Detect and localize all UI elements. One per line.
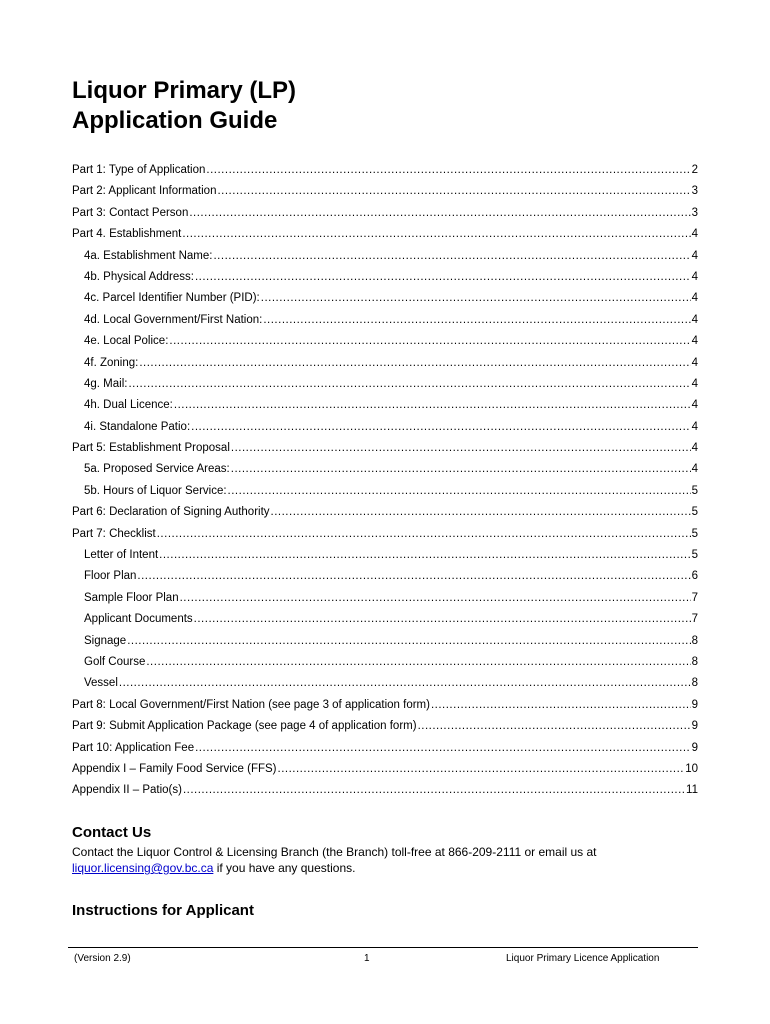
- toc-entry-page: 4: [691, 420, 698, 433]
- toc-entry-label: Vessel: [84, 677, 118, 690]
- toc-entry[interactable]: [72, 652, 698, 673]
- toc-entry[interactable]: [72, 417, 698, 438]
- toc-entry-page: 4: [691, 442, 698, 455]
- toc-leader-dots: [128, 374, 690, 395]
- toc-entry-label: Part 5: Establishment Proposal: [72, 442, 230, 455]
- toc-entry-page: 9: [691, 698, 698, 711]
- toc-leader-dots: [263, 310, 690, 331]
- toc-entry[interactable]: [72, 673, 698, 694]
- toc-entry[interactable]: [72, 288, 698, 309]
- toc-entry-page: 4: [691, 292, 698, 305]
- toc-entry-page: 5: [691, 506, 698, 519]
- toc-entry-page: 10: [685, 762, 698, 775]
- toc-leader-dots: [194, 609, 691, 630]
- toc-leader-dots: [195, 738, 690, 759]
- toc-entry-page: 4: [691, 313, 698, 326]
- toc-entry[interactable]: [72, 267, 698, 288]
- toc-entry-page: 4: [691, 228, 698, 241]
- toc-leader-dots: [174, 395, 691, 416]
- toc-entry[interactable]: [72, 181, 698, 202]
- toc-leader-dots: [217, 181, 690, 202]
- toc-entry-page: 8: [691, 655, 698, 668]
- toc-entry-page: 2: [691, 164, 698, 176]
- toc-leader-dots: [169, 331, 690, 352]
- toc-entry-label: Floor Plan: [84, 570, 137, 583]
- toc-leader-dots: [159, 545, 690, 566]
- toc-entry-label: 4g. Mail:: [84, 377, 128, 390]
- toc-leader-dots: [418, 716, 691, 737]
- toc-entry[interactable]: [72, 588, 698, 609]
- toc-entry-page: 7: [691, 591, 698, 604]
- toc-leader-dots: [137, 566, 690, 587]
- toc-leader-dots: [183, 780, 685, 801]
- toc-entry-label: Part 9: Submit Application Package (see page 4 of application form): [72, 720, 417, 733]
- toc-leader-dots: [271, 502, 691, 523]
- toc-entry[interactable]: [72, 780, 698, 801]
- toc-leader-dots: [157, 524, 691, 545]
- toc-entry-page: 5: [691, 484, 698, 497]
- footer-page-number: 1: [364, 953, 370, 964]
- contact-text-before: Contact the Liquor Control & Licensing Branch (the Branch) toll-free at 866-209-2111 or email us at: [72, 845, 597, 859]
- toc-leader-dots: [180, 588, 691, 609]
- toc-entry[interactable]: [72, 695, 698, 716]
- contact-heading: Contact Us: [72, 824, 152, 841]
- toc-entry-label: Signage: [84, 634, 127, 647]
- toc-leader-dots: [195, 267, 691, 288]
- toc-entry-page: 3: [691, 185, 698, 198]
- toc-leader-dots: [228, 481, 691, 502]
- toc-entry-label: 5b. Hours of Liquor Service:: [84, 484, 227, 497]
- toc-entry[interactable]: [72, 609, 698, 630]
- toc-entry-label: Part 7: Checklist: [72, 527, 156, 540]
- toc-entry[interactable]: [72, 524, 698, 545]
- toc-entry-label: Part 10: Application Fee: [72, 741, 195, 754]
- toc-entry-page: 4: [691, 399, 698, 412]
- footer-divider: [68, 947, 698, 948]
- title-line-1: Liquor Primary (LP): [72, 77, 297, 104]
- toc-entry-page: 4: [691, 270, 698, 283]
- toc-entry[interactable]: [72, 716, 698, 737]
- toc-entry-label: 4h. Dual Licence:: [84, 399, 173, 412]
- toc-entry-label: Part 8: Local Government/First Nation (see page 3 of application form): [72, 698, 430, 711]
- title-line-2: Application Guide: [72, 107, 278, 134]
- toc-entry[interactable]: [72, 310, 698, 331]
- toc-entry[interactable]: [72, 631, 698, 652]
- toc-leader-dots: [189, 203, 690, 224]
- toc-entry-label: 4a. Establishment Name:: [84, 249, 213, 262]
- toc-entry-label: 5a. Proposed Service Areas:: [84, 463, 230, 476]
- toc-entry-page: 9: [691, 741, 698, 754]
- toc-entry-label: Part 1: Type of Application: [72, 164, 206, 176]
- toc-entry[interactable]: [72, 353, 698, 374]
- instructions-heading: Instructions for Applicant: [72, 902, 254, 919]
- document-title: [72, 76, 296, 136]
- toc-entry-label: Appendix I – Family Food Service (FFS): [72, 762, 277, 775]
- table-of-contents: [72, 160, 698, 802]
- toc-leader-dots: [146, 652, 690, 673]
- footer-version: (Version 2.9): [74, 953, 131, 964]
- toc-leader-dots: [231, 438, 691, 459]
- toc-entry-page: 8: [691, 634, 698, 647]
- toc-entry-page: 7: [691, 613, 698, 626]
- toc-entry[interactable]: [72, 331, 698, 352]
- toc-leader-dots: [119, 673, 691, 694]
- toc-leader-dots: [206, 160, 690, 181]
- toc-leader-dots: [213, 246, 690, 267]
- toc-entry[interactable]: [72, 502, 698, 523]
- toc-entry-page: 9: [691, 720, 698, 733]
- toc-entry[interactable]: [72, 374, 698, 395]
- toc-entry[interactable]: [72, 481, 698, 502]
- toc-entry-label: 4e. Local Police:: [84, 335, 169, 348]
- toc-entry-label: Part 2: Applicant Information: [72, 185, 217, 198]
- toc-entry-page: 5: [691, 527, 698, 540]
- toc-entry-label: Letter of Intent: [84, 549, 159, 562]
- email-link[interactable]: liquor.licensing@gov.bc.ca: [72, 861, 214, 875]
- toc-entry-label: Appendix II – Patio(s): [72, 784, 182, 797]
- toc-entry-page: 5: [691, 549, 698, 562]
- toc-entry-page: 3: [691, 206, 698, 219]
- toc-entry-page: 6: [691, 570, 698, 583]
- toc-entry[interactable]: [72, 545, 698, 566]
- toc-entry[interactable]: [72, 738, 698, 759]
- toc-entry-label: Part 3: Contact Person: [72, 206, 189, 219]
- toc-leader-dots: [278, 759, 685, 780]
- toc-leader-dots: [261, 288, 691, 309]
- toc-entry[interactable]: [72, 566, 698, 587]
- toc-entry-page: 4: [691, 463, 698, 476]
- contact-text-after: if you have any questions.: [213, 861, 356, 875]
- toc-entry[interactable]: [72, 246, 698, 267]
- toc-entry-label: Part 4. Establishment: [72, 228, 182, 241]
- toc-entry-page: 8: [691, 677, 698, 690]
- toc-entry[interactable]: [72, 224, 698, 245]
- toc-entry-label: 4b. Physical Address:: [84, 270, 194, 283]
- toc-entry-label: Golf Course: [84, 655, 146, 668]
- toc-entry[interactable]: [72, 395, 698, 416]
- contact-paragraph: [72, 844, 712, 876]
- toc-leader-dots: [431, 695, 691, 716]
- toc-leader-dots: [231, 459, 691, 480]
- toc-entry[interactable]: [72, 160, 698, 181]
- toc-entry-label: 4c. Parcel Identifier Number (PID):: [84, 292, 260, 305]
- toc-entry-label: Applicant Documents: [84, 613, 193, 626]
- toc-entry[interactable]: [72, 438, 698, 459]
- toc-entry-page: 4: [691, 335, 698, 348]
- toc-entry[interactable]: [72, 203, 698, 224]
- toc-entry-page: 4: [691, 356, 698, 369]
- toc-entry-label: Part 6: Declaration of Signing Authority: [72, 506, 270, 519]
- toc-entry[interactable]: [72, 759, 698, 780]
- toc-entry[interactable]: [72, 459, 698, 480]
- toc-entry-label: 4i. Standalone Patio:: [84, 420, 191, 433]
- toc-entry-label: Sample Floor Plan: [84, 591, 179, 604]
- toc-entry-label: 4f. Zoning:: [84, 356, 139, 369]
- toc-entry-label: 4d. Local Government/First Nation:: [84, 313, 263, 326]
- toc-entry-page: 11: [686, 784, 698, 797]
- toc-leader-dots: [139, 353, 690, 374]
- toc-leader-dots: [127, 631, 690, 652]
- toc-entry-page: 4: [691, 377, 698, 390]
- toc-leader-dots: [191, 417, 690, 438]
- toc-leader-dots: [182, 224, 690, 245]
- toc-entry-page: 4: [691, 249, 698, 262]
- footer-document-name: Liquor Primary Licence Application: [506, 953, 660, 964]
